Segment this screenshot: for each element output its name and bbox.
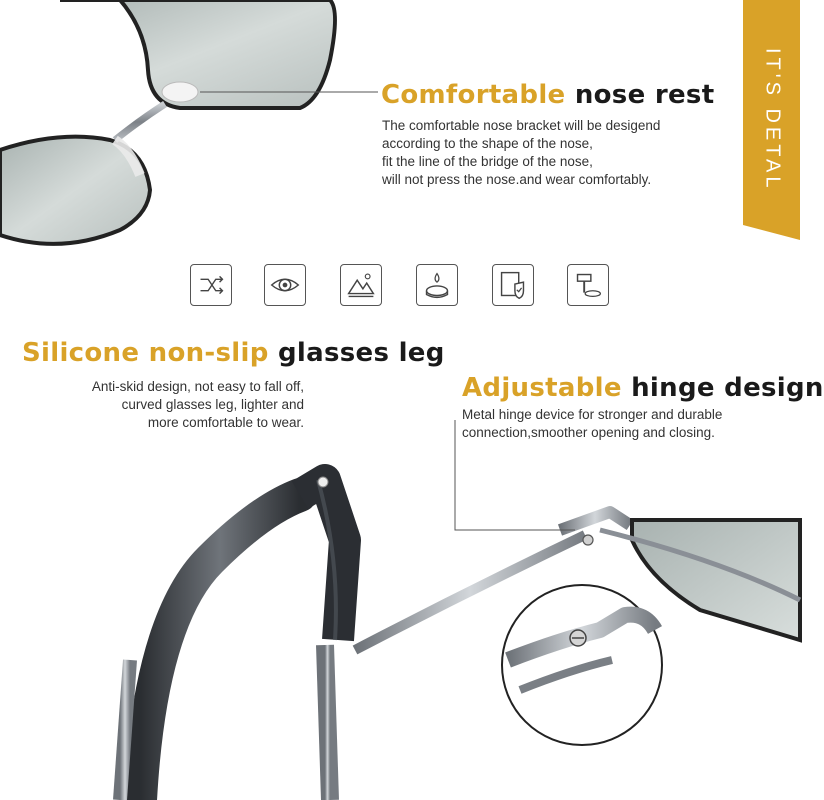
ribbon-label: IT'S DETAL [761, 48, 784, 192]
nose-rest-line: will not press the nose.and wear comfortably. [382, 172, 652, 187]
hinge-heading-accent: Adjustable [462, 373, 622, 403]
silicone-leg-heading-accent: Silicone non-slip [22, 338, 269, 368]
silicone-leg-line: more comfortable to wear. [147, 415, 304, 430]
silicone-leg-heading-dark: glasses leg [277, 338, 445, 368]
nose-rest-line: according to the shape of the nose, [382, 136, 593, 151]
nose-rest-heading-dark: nose rest [574, 80, 715, 110]
hinge-line: Metal hinge device for stronger and durable [462, 407, 723, 422]
silicone-leg-line: Anti-skid design, not easy to fall off, [91, 379, 304, 394]
hinge-line: connection,smoother opening and closing. [462, 425, 715, 440]
silicone-leg-line: curved glasses leg, lighter and [121, 397, 304, 412]
nose-rest-heading-accent: Comfortable [381, 80, 566, 110]
nose-rest-line: fit the line of the bridge of the nose, [382, 154, 593, 169]
hinge-heading-dark: hinge design [631, 373, 824, 403]
nose-rest-line: The comfortable nose bracket will be desigend [382, 118, 661, 133]
